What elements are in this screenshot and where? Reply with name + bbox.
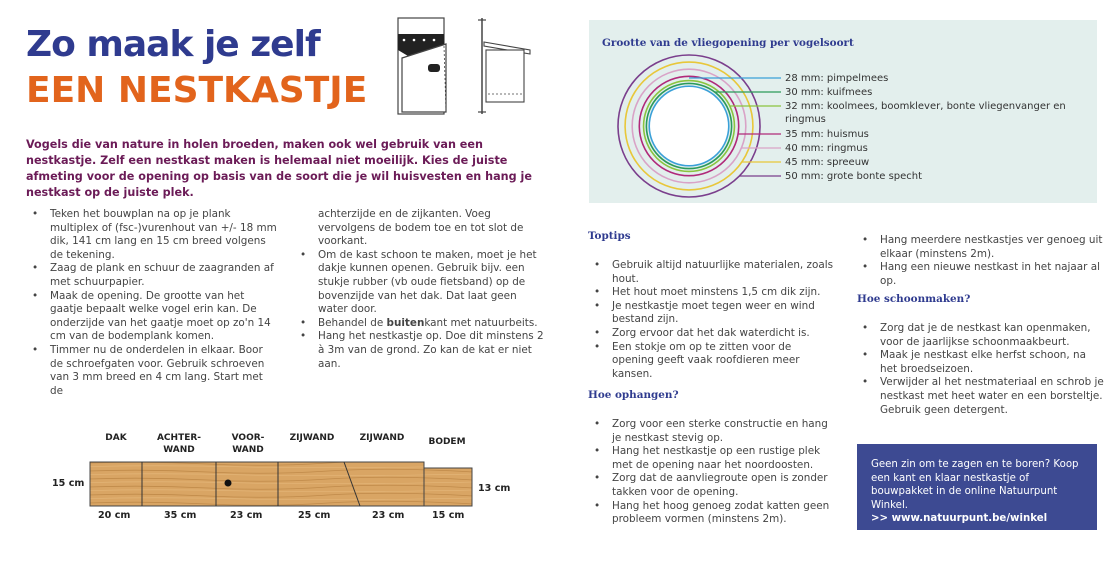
plank-width-zijwand-2: 23 cm: [372, 510, 405, 521]
ring-label-32: [785, 100, 1085, 126]
list-item: • Verwijder al het nestmateriaal en schrob je nestkast met heet water en een borsteltje. Gebruik geen detergent.: [856, 376, 1106, 417]
plank-label-line: WAND: [163, 445, 195, 455]
list-item: • Teken het bouwplan na op je plank multiplex of (fsc-)vurenhout van +/- 18 mm dik, 141 cm lang en 15 cm breed volgens de tekening.: [26, 208, 278, 262]
list-item: • Zorg ervoor dat het dak waterdicht is.: [588, 327, 833, 341]
list-item: • Het hout moet minstens 1,5 cm dik zijn.: [588, 286, 833, 300]
ring-label-28: 28 mm: pimpelmees: [785, 73, 889, 84]
ring-label-30: 30 mm: kuifmees: [785, 87, 873, 98]
page-subtitle: EEN NESTKASTJE: [26, 70, 368, 111]
schoonmaken-list: [856, 322, 1106, 417]
schoonmaken-title: Hoe schoonmaken?: [857, 293, 971, 305]
list-item: • Hang een nieuwe nestkast in het najaar al op.: [856, 261, 1106, 288]
chart-title: Grootte van de vliegopening per vogelsoort: [602, 37, 854, 49]
list-item: • Hang het hoog genoeg zodat katten geen probleem vormen (minstens 2m).: [588, 500, 838, 527]
bold-text: buiten: [386, 316, 425, 329]
birdhouse-side-illustration: [470, 14, 534, 118]
toptips-title: Toptips: [588, 230, 631, 242]
opening-size-chart: [589, 20, 1097, 203]
instructions-list: [26, 208, 278, 398]
list-item: • Zorg voor een sterke constructie en hang je nestkast stevig op.: [588, 418, 838, 445]
list-item: • Een stokje om op te zitten voor de opening geeft vaak roofdieren meer kansen.: [588, 341, 833, 382]
plank-width-bodem: 15 cm: [432, 510, 465, 521]
ophangen-list-continued: [856, 234, 1106, 288]
ring-28mm: [649, 86, 729, 166]
plank-label-line: VOOR-: [231, 433, 265, 443]
list-item: • Gebruik altijd natuurlijke materialen, zoals hout.: [588, 259, 833, 286]
ring-label-35: 35 mm: huismus: [785, 129, 869, 140]
ring-label-line: 32 mm: koolmees, boomklever, bonte vliegenvanger en: [785, 101, 1066, 112]
list-item: • Maak je nestkast elke herfst schoon, na het broedseizoen.: [856, 349, 1106, 376]
plank-label-zijwand-1: ZIJWAND: [289, 433, 335, 443]
ring-label-45: 45 mm: spreeuw: [785, 157, 870, 168]
plank-label-zijwand-2: ZIJWAND: [359, 433, 405, 443]
promo-text: Geen zin om te zagen en te boren? Koop een kant en klaar nestkastje of bouwpakket in de online Natuurpunt Winkel.: [871, 459, 1079, 511]
plank-height-left: 15 cm: [52, 478, 85, 489]
ring-label-50: 50 mm: grote bonte specht: [785, 171, 923, 182]
list-item: • Hang meerdere nestkastjes ver genoeg uit elkaar (minstens 2m).: [856, 234, 1106, 261]
plank-width-zijwand-1: 25 cm: [298, 510, 331, 521]
list-item: • Zorg dat de aanvliegroute open is zonder takken voor de opening.: [588, 472, 838, 499]
list-item: • Je nestkastje moet tegen weer en wind bestand zijn.: [588, 300, 833, 327]
plank-height-right: 13 cm: [478, 483, 511, 494]
list-item: [294, 317, 544, 331]
plank-diagram: [88, 460, 474, 508]
ring-label-line: ringmus: [785, 114, 826, 125]
toptips-list: [588, 259, 833, 381]
plank-width-achterwand: 35 cm: [164, 510, 197, 521]
text-fragment: kant met natuurbeits.: [424, 316, 538, 329]
list-item: • Hang het nestkastje op. Doe dit minstens 2 à 3m van de grond. Zo kan de kat er niet aan.: [294, 330, 544, 371]
list-item: • Hang het nestkastje op een rustige plek met de opening naar het noordoosten.: [588, 445, 838, 472]
webshop-link[interactable]: >> www.natuurpunt.be/winkel: [871, 513, 1048, 525]
plank-label-dak: DAK: [105, 433, 127, 443]
instructions-list-continued: [294, 208, 544, 371]
list-item: • Maak de opening. De grootte van het gaatje bepaalt welke vogel erin kan. De onderzijde van het gaatje moet op zo'n 14 cm van de bodemplank komen.: [26, 290, 278, 344]
plank-label-line: ACHTER-: [156, 433, 202, 443]
plank-label-achterwand: [152, 432, 206, 456]
plank-label-bodem: BODEM: [428, 437, 466, 447]
ophangen-title: Hoe ophangen?: [588, 389, 679, 401]
plank-width-voorwand: 23 cm: [230, 510, 263, 521]
birdhouse-front-illustration: [388, 14, 460, 118]
list-item: • Zaag de plank en schuur de zaagranden af met schuurpapier.: [26, 262, 278, 289]
page-title: Zo maak je zelf: [26, 24, 320, 65]
list-item-continuation: achterzijde en de zijkanten. Voeg vervolgens de bodem toe en tot slot de voorkant.: [318, 208, 524, 248]
webshop-promo-box: [857, 444, 1097, 530]
list-item: • Zorg dat je de nestkast kan openmaken, voor de jaarlijkse schoonmaakbeurt.: [856, 322, 1106, 349]
plank-width-dak: 20 cm: [98, 510, 131, 521]
intro-text: Vogels die van nature in holen broeden, maken ook wel gebruik van een nestkastje. Zelf een nestkast maken is helemaal niet moeilijk. Kies de juiste afmeting voor de opening op basis van de soort die je wil huisvesten en hang je nestkast op de juiste plek.: [26, 138, 532, 199]
ring-label-40: 40 mm: ringmus: [785, 143, 868, 154]
plank-label-voorwand: [224, 432, 272, 456]
plank-label-line: WAND: [232, 445, 264, 455]
ophangen-list: [588, 418, 838, 527]
list-item: • Om de kast schoon te maken, moet je het dakje kunnen openen. Gebruik bijv. een stukje rubber (vb oude fietsband) op de bovenzijde van het dak. Dat laat geen water door.: [294, 249, 544, 317]
text-fragment: Behandel de: [318, 316, 387, 329]
list-item: • Timmer nu de onderdelen in elkaar. Boor de schroefgaten voor. Gebruik schroeven van 3 mm breed en 4 cm lang. Start met de: [26, 344, 278, 398]
